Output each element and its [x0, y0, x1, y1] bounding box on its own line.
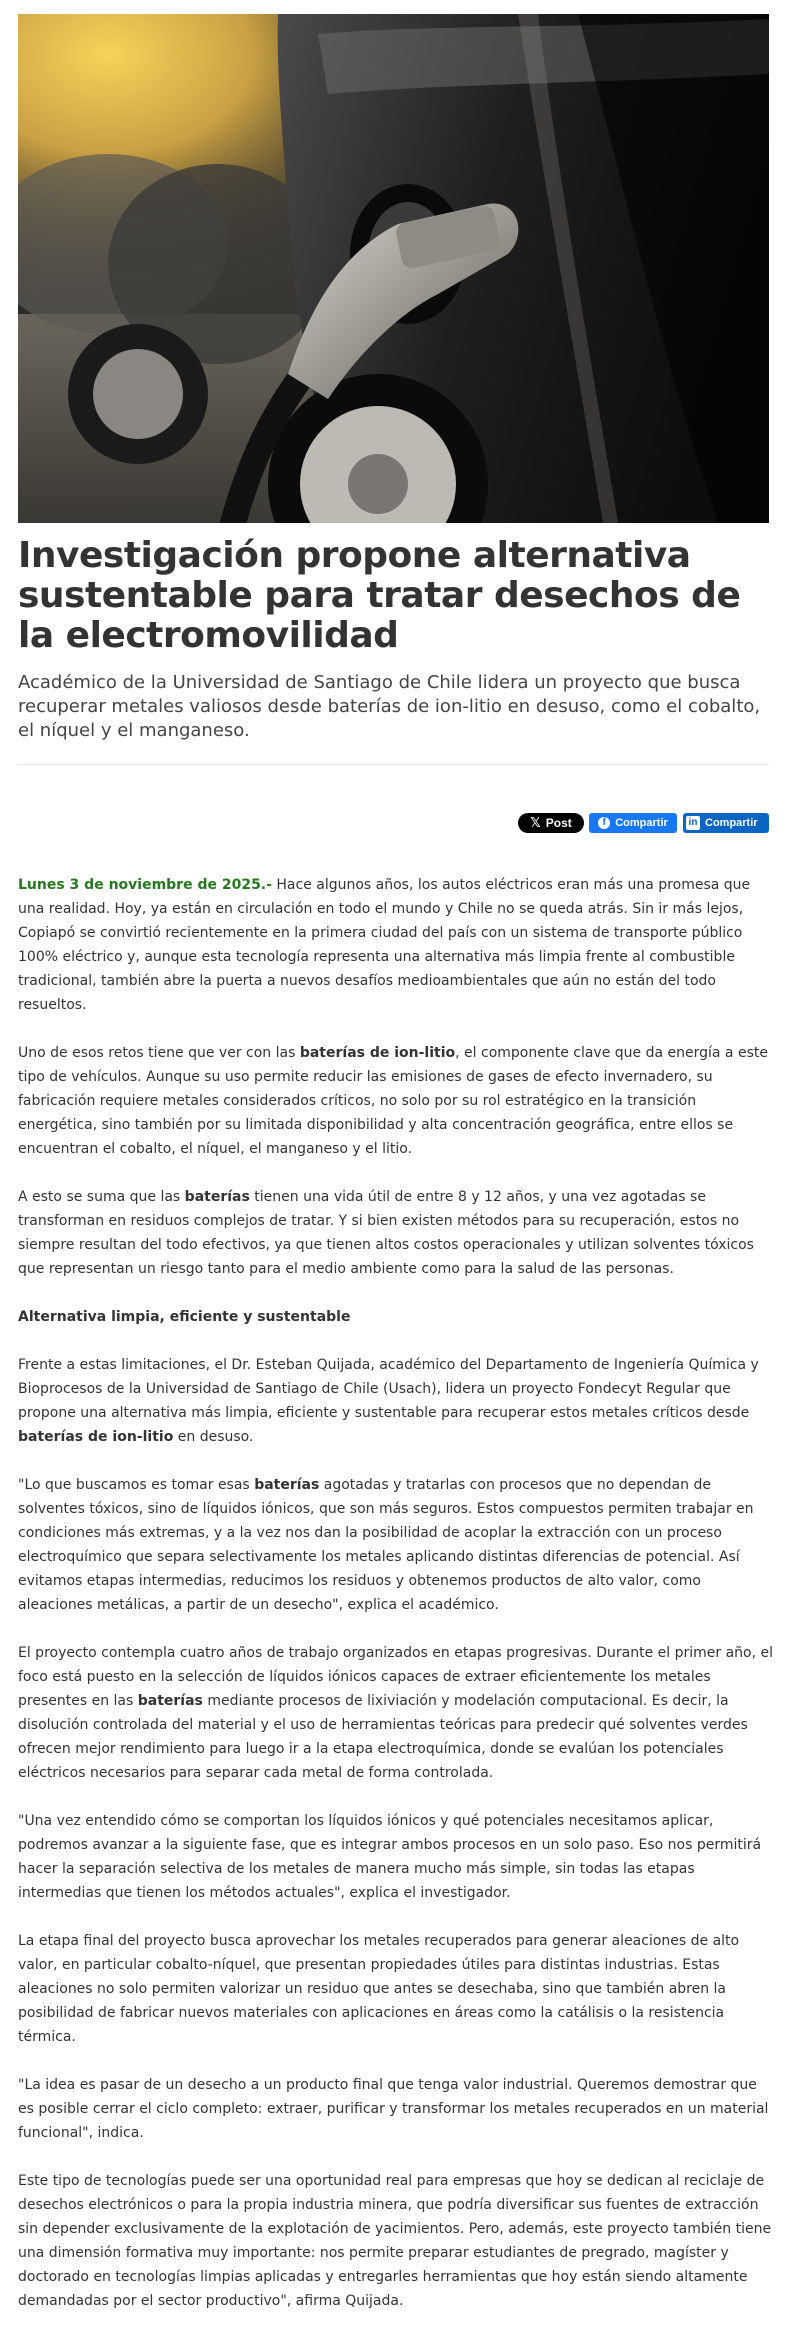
article-subtitle: Académico de la Universidad de Santiago de Chile lidera un proyecto que busca recuperar metales valiosos desde baterías de ion-litio en desuso, como el cobalto, el níquel y el manganeso.	[18, 672, 761, 741]
paragraph-3: A esto se suma que las baterías tienen una vida útil de entre 8 y 12 años, y una vez agotadas se transforman en residuos complejos de tratar. Y si bien existen métodos para su recuperación, estos no siempre resultan del todo efectivos, ya que tienen altos costos operacionales y utilizan solventes tóxicos que representan un riesgo tanto para el medio ambiente como para la salud de las personas.	[18, 1189, 754, 1277]
paragraph-7: "Una vez entendido cómo se comportan los líquidos iónicos y qué potenciales necesitamos aplicar, podremos avanzar a la siguiente fase, que es integrar ambos procesos en un solo paso. Eso nos permitirá hacer la separación selectiva de los metales de manera mucho más simple, sin todas las etapas intermedias que tienen los métodos actuales", explica el investigador.	[18, 1813, 762, 1901]
paragraph-5: "Lo que buscamos es tomar esas baterías agotadas y tratarlas con procesos que no dependan de solventes tóxicos, sino de líquidos iónicos, que son más seguros. Estos compuestos permiten trabajar en condiciones más extremas, y a la vez nos dan la posibilidad de acoplar la extracción con un proceso electroquímico que separa selectivamente los metales aplicando distintas diferencias de potencial. Así evitamos etapas intermedias, reducimos los residuos y obtenemos productos de alto valor, como aleaciones metálicas, a partir de un desecho", explica el académico.	[18, 1477, 754, 1613]
facebook-icon: f	[598, 817, 610, 829]
paragraph-6: El proyecto contempla cuatro años de trabajo organizados en etapas progresivas. Durante el primer año, el foco está puesto en la selección de líquidos iónicos capaces de extraer eficientemente los metales presentes en las baterías mediante procesos de lixiviación y modelación computacional. Es decir, la disolución controlada del material y el uso de herramientas teóricas para predecir qué solventes verdes ofrecen mejor rendimiento para luego ir a la etapa electroquímica, donde se evalúan los potenciales eléctricos necesarios para separar cada metal de forma controlada.	[18, 1645, 774, 1781]
article-title: Investigación propone alternativa sustentable para tratar desechos de la electromovilidad	[18, 535, 741, 656]
linkedin-icon: in	[686, 816, 700, 830]
paragraph-9: "La idea es pasar de un desecho a un producto final que tenga valor industrial. Queremos demostrar que es posible cerrar el ciclo completo: extraer, purificar y transformar los metales recuperados en un material funcional", indica.	[18, 2077, 769, 2141]
share-x-button[interactable]	[518, 813, 584, 833]
paragraph-4: Frente a estas limitaciones, el Dr. Esteban Quijada, académico del Departamento de Ingeniería Química y Bioprocesos de la Universidad de Santiago de Chile (Usach), lidera un proyecto Fondecyt Regular que propone una alternativa más limpia, eficiente y sustentable para recuperar estos metales críticos desde baterías de ion-litio en desuso.	[18, 1357, 759, 1445]
paragraph-1: Lunes 3 de noviembre de 2025.- Hace algunos años, los autos eléctricos eran más una promesa que una realidad. Hoy, ya están en circulación en todo el mundo y Chile no se queda atrás. Sin ir más lejos, Copiapó se convirtió recientemente en la primera ciudad del país con un sistema de transporte público 100% eléctrico y, aunque esta tecnología representa una alternativa más limpia frente al combustible tradicional, también abre la puerta a nuevos desafíos medioambientales que aún no están del todo resueltos.	[18, 877, 751, 1013]
share-facebook-label: Compartir	[615, 817, 668, 829]
hero-image	[18, 14, 769, 523]
share-linkedin-button[interactable]	[683, 813, 769, 833]
dateline: Lunes 3 de noviembre de 2025.-	[18, 877, 272, 893]
section-heading: Alternativa limpia, eficiente y sustentable	[18, 1309, 351, 1325]
paragraph-2: Uno de esos retos tiene que ver con las baterías de ion-litio, el componente clave que da energía a este tipo de vehículos. Aunque su uso permite reducir las emisiones de gases de efecto invernadero, su fabricación requiere metales considerados críticos, no solo por su rol estratégico en la transición energética, sino también por su limitada disponibilidad y alta concentración geográfica, entre ellos se encuentran el cobalto, el níquel, el manganeso y el litio.	[18, 1045, 768, 1157]
article-body	[18, 873, 773, 2337]
share-x-label: Post	[545, 816, 572, 830]
share-linkedin-label: Compartir	[705, 817, 758, 829]
paragraph-8: La etapa final del proyecto busca aprovechar los metales recuperados para generar aleaciones de alto valor, en particular cobalto-níquel, que presentan propiedades útiles para distintas industrias. Estas aleaciones no solo permiten valorizar un residuo que antes se desechaba, sino que también abren la posibilidad de fabricar nuevos materiales con aplicaciones en áreas como la catálisis o la resistencia térmica.	[18, 1933, 740, 2045]
divider	[18, 764, 769, 765]
x-logo-icon: 𝕏	[530, 815, 541, 831]
share-facebook-button[interactable]	[589, 813, 677, 833]
electric-car-charging-photo	[18, 14, 769, 523]
paragraph-10: Este tipo de tecnologías puede ser una oportunidad real para empresas que hoy se dedican al reciclaje de desechos electrónicos o para la propia industria minera, que podría diversificar sus fuentes de extracción sin depender exclusivamente de la explotación de yacimientos. Pero, además, este proyecto también tiene una dimensión formativa muy importante: nos permite preparar estudiantes de pregrado, magíster y doctorado en tecnologías limpias aplicadas y entregarles herramientas que hoy están siendo altamente demandadas por el sector productivo", afirma Quijada.	[18, 2173, 772, 2309]
